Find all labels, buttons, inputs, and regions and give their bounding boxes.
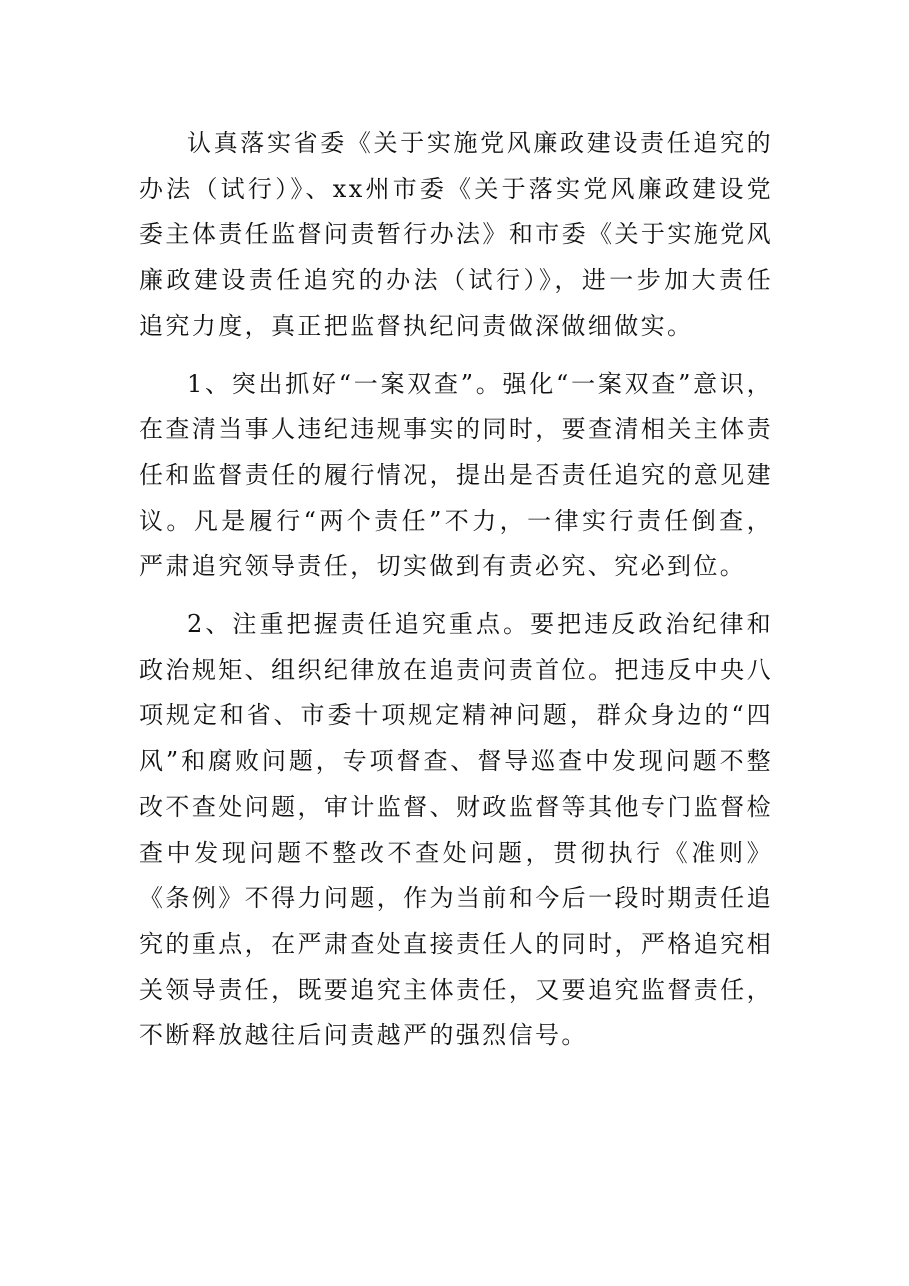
document-body (139, 121, 773, 1059)
paragraph-item-1: 1、突出抓好“一案双查”。强化“一案双查”意识，在查清当事人违纪违规事实的同时，要查清相关主体责任和监督责任的履行情况，提出是否责任追究的意见建议。凡是履行“两个责任”不力，一律实行责任倒查，严肃追究领导责任，切实做到有责必究、究必到位。 (139, 369, 773, 581)
paragraph-intro: 认真落实省委《关于实施党风廉政建设责任追究的办法（试行）》、xx州市委《关于落实党风廉政建设党委主体责任监督问责暂行办法》和市委《关于实施党风廉政建设责任追究的办法（试行）》，进一步加大责任追究力度，真正把监督执纪问责做深做细做实。 (139, 129, 773, 340)
paragraph-item-2: 2、注重把握责任追究重点。要把违反政治纪律和政治规矩、组织纪律放在追责问责首位。把违反中央八项规定和省、市委十项规定精神问题，群众身边的“四风”和腐败问题，专项督查、督导巡查中发现问题不整改不查处问题，审计监督、财政监督等其他专门监督检查中发现问题不整改不查处问题，贯彻执行《准则》《条例》不得力问题，作为当前和今后一段时期责任追究的重点，在严肃查处直接责任人的同时，严格追究相关领导责任，既要追究主体责任，又要追究监督责任，不断释放越往后问责越严的强烈信号。 (139, 610, 773, 1050)
